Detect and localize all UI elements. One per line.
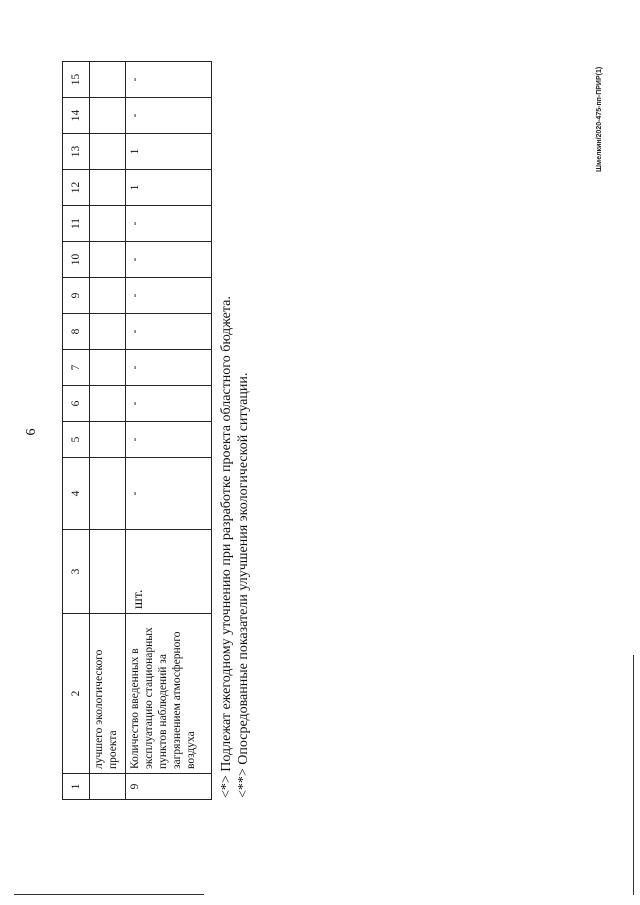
table-cell: -: [126, 98, 212, 134]
table-cell: -: [126, 314, 212, 350]
header-cell: 15: [63, 62, 90, 98]
table-cell: [90, 530, 126, 614]
table-cell: -: [126, 206, 212, 242]
document-code: Шмелкин/2020-475-пп-ПРИР(1): [596, 66, 603, 172]
rotated-page-content: [0, 12, 603, 872]
table-cell: [90, 386, 126, 422]
table-cell: [90, 458, 126, 530]
table-cell: -: [126, 242, 212, 278]
header-cell: 10: [63, 242, 90, 278]
footnote: <*> Подлежат ежегодному уточнению при разработке проекта областного бюджета.: [219, 296, 234, 798]
table-cell: -: [126, 422, 212, 458]
table-cell: шт.: [126, 530, 212, 614]
scan-artifact-line: [633, 655, 634, 895]
header-cell: 13: [63, 134, 90, 170]
header-cell: 8: [63, 314, 90, 350]
header-cell: 14: [63, 98, 90, 134]
table-cell: -: [126, 62, 212, 98]
table-cell: [90, 422, 126, 458]
table-cell: 1: [126, 134, 212, 170]
table-cell: -: [126, 278, 212, 314]
table-row: [126, 62, 212, 800]
header-cell: 5: [63, 422, 90, 458]
header-cell: 12: [63, 170, 90, 206]
header-cell: 6: [63, 386, 90, 422]
indicators-table: [62, 61, 212, 800]
table-cell: [90, 242, 126, 278]
scan-artifact-line: [14, 894, 204, 895]
header-cell: 7: [63, 350, 90, 386]
table-row: [90, 62, 126, 800]
table-cell: [90, 314, 126, 350]
table-cell: [90, 134, 126, 170]
table-cell: -: [126, 386, 212, 422]
table-cell: [90, 206, 126, 242]
table-cell: -: [126, 458, 212, 530]
table-cell: [90, 98, 126, 134]
page-number: 6: [24, 428, 39, 436]
table-cell: [90, 774, 126, 800]
table-cell: 9: [126, 774, 212, 800]
table-cell: [90, 62, 126, 98]
header-cell: 9: [63, 278, 90, 314]
header-cell: 4: [63, 458, 90, 530]
footnote: <**> Опосредованные показатели улучшения экологической ситуации.: [236, 372, 251, 798]
header-cell: 2: [63, 614, 90, 774]
table-cell: [90, 350, 126, 386]
table-header-row: [63, 62, 90, 800]
table-cell: лучшего экологического проекта: [90, 614, 126, 774]
table-cell: [90, 170, 126, 206]
header-cell: 1: [63, 774, 90, 800]
table-cell: 1: [126, 170, 212, 206]
table-cell: Количество введенных в эксплуатацию стационарных пунктов наблюдений за загрязнением атмосферного воздуха: [126, 614, 212, 774]
header-cell: 3: [63, 530, 90, 614]
table-cell: [90, 278, 126, 314]
table-cell: -: [126, 350, 212, 386]
header-cell: 11: [63, 206, 90, 242]
footnotes: [218, 18, 252, 798]
